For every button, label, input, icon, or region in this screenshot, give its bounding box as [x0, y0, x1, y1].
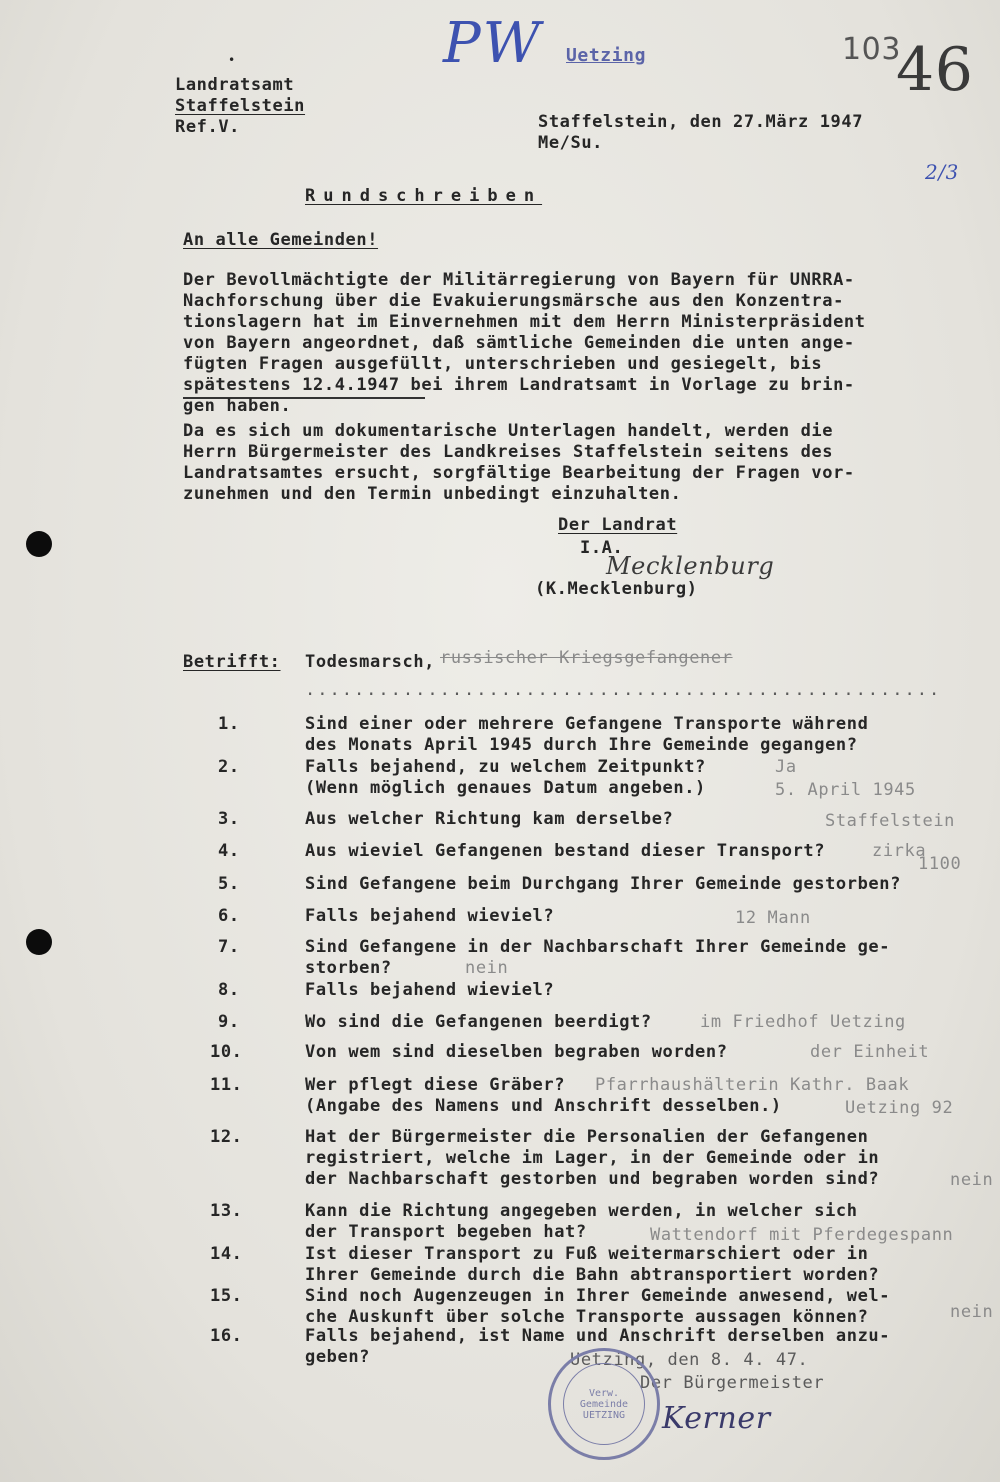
subject-text: Todesmarsch,	[305, 652, 436, 672]
question-text-line: der Transport begeben hat?	[305, 1222, 587, 1242]
question-text-line: Sind Gefangene in der Nachbarschaft Ihrer Gemeinde ge-	[305, 937, 891, 957]
question-text-line: (Angabe des Namens und Anschrift desselben.)	[305, 1096, 782, 1116]
subject-dots: ....................................................	[305, 680, 942, 700]
question-answer: 1100	[918, 854, 962, 874]
body-line-3: tionslagern hat im Einvernehmen mit dem Herrn Ministerpräsident	[183, 312, 866, 332]
circular-title: Rundschreiben	[305, 186, 543, 206]
question-number: 3.	[218, 809, 240, 829]
handwritten-folio: 46	[896, 35, 974, 105]
reference-code: Me/Su.	[538, 133, 604, 153]
question-text-line: storben?	[305, 958, 392, 978]
question-text-line: Aus wieviel Gefangenen bestand dieser Transport?	[305, 841, 826, 861]
question-number: 12.	[210, 1127, 243, 1147]
question-text-line: che Auskunft über solche Transporte aussagen können?	[305, 1307, 869, 1327]
question-answer: nein	[465, 958, 509, 978]
body-line-6: spätestens 12.4.1947 bei ihrem Landratsamt in Vorlage zu brin-	[183, 375, 855, 395]
question-number: 5.	[218, 874, 240, 894]
question-number: 15.	[210, 1286, 243, 1306]
question-answer: Staffelstein	[825, 811, 956, 831]
question-text-line: Falls bejahend wieviel?	[305, 906, 555, 926]
question-text-line: Wo sind die Gefangenen beerdigt?	[305, 1012, 652, 1032]
municipal-seal	[548, 1348, 660, 1460]
body-line-11: zunehmen und den Termin unbedingt einzuhalten.	[183, 484, 682, 504]
question-text-line: registriert, welche im Lager, in der Gemeinde oder in	[305, 1148, 880, 1168]
question-number: 6.	[218, 906, 240, 926]
question-text-line: geben?	[305, 1347, 371, 1367]
signature-name: (K.Mecklenburg)	[535, 579, 698, 599]
question-number: 1.	[218, 714, 240, 734]
signature-scrawl: Mecklenburg	[606, 552, 775, 580]
question-number: 2.	[218, 757, 240, 777]
question-text-line: Sind noch Augenzeugen in Ihrer Gemeinde anwesend, wel-	[305, 1286, 891, 1306]
question-number: 16.	[210, 1326, 243, 1346]
question-text-line: (Wenn möglich genaues Datum angeben.)	[305, 778, 706, 798]
question-number: 13.	[210, 1201, 243, 1221]
question-text-line: des Monats April 1945 durch Ihre Gemeinde gegangen?	[305, 735, 858, 755]
handwritten-initials: PW	[443, 11, 543, 76]
question-text-line: Falls bejahend, ist Name und Anschrift derselben anzu-	[305, 1326, 891, 1346]
footer-signature: Kerner	[662, 1401, 771, 1436]
question-answer: Uetzing 92	[845, 1098, 954, 1118]
body-line-5: fügten Fragen ausgefüllt, unterschrieben und gesiegelt, bis	[183, 354, 823, 374]
question-number: 7.	[218, 937, 240, 957]
question-text-line: Kann die Richtung angegeben werden, in welcher sich	[305, 1201, 858, 1221]
question-number: 11.	[210, 1075, 243, 1095]
question-answer: 12 Mann	[735, 908, 811, 928]
question-answer: nein	[950, 1170, 994, 1190]
question-number: 8.	[218, 980, 240, 1000]
question-text-line: Sind Gefangene beim Durchgang Ihrer Gemeinde gestorben?	[305, 874, 901, 894]
question-text-line: Ihrer Gemeinde durch die Bahn abtransportiert worden?	[305, 1265, 880, 1285]
footer-place-date: Uetzing, den 8. 4. 47.	[570, 1350, 809, 1370]
office-location: Staffelstein	[175, 96, 306, 116]
seal-text: Verw. Gemeinde UETZING	[579, 1387, 629, 1421]
question-text-line: Wer pflegt diese Gräber?	[305, 1075, 566, 1095]
punch-hole-upper	[26, 531, 52, 557]
question-number: 9.	[218, 1012, 240, 1032]
archive-number: 103	[842, 32, 902, 67]
question-answer: im Friedhof Uetzing	[700, 1012, 906, 1032]
question-answer: nein	[950, 1302, 994, 1322]
question-number: 4.	[218, 841, 240, 861]
body-line-2: Nachforschung über die Evakuierungsmärsche aus den Konzentra-	[183, 291, 844, 311]
question-answer: Pfarrhaushälterin Kathr. Baak	[595, 1075, 910, 1095]
question-text-line: Falls bejahend, zu welchem Zeitpunkt?	[305, 757, 706, 777]
signature-title: Der Landrat	[558, 515, 678, 535]
question-text-line: der Nachbarschaft gestorben und begraben worden sind?	[305, 1169, 880, 1189]
office-name: Landratsamt	[175, 75, 295, 95]
question-text-line: Ist dieser Transport zu Fuß weitermarschiert oder in	[305, 1244, 869, 1264]
question-text-line: Sind einer oder mehrere Gefangene Transporte während	[305, 714, 869, 734]
question-text-line: Hat der Bürgermeister die Personalien der Gefangenen	[305, 1127, 869, 1147]
body-line-10: Landratsamtes ersucht, sorgfältige Bearbeitung der Fragen vor-	[183, 463, 855, 483]
addressee: An alle Gemeinden!	[183, 230, 379, 250]
question-answer: 5. April 1945	[775, 780, 916, 800]
body-line-8: Da es sich um dokumentarische Unterlagen handelt, werden die	[183, 421, 834, 441]
question-answer: Ja	[775, 757, 797, 777]
place-date: Staffelstein, den 27.März 1947	[538, 112, 864, 132]
subject-label: Betrifft:	[183, 652, 281, 672]
question-answer: zirka	[872, 841, 927, 861]
footer-role: Der Bürgermeister	[640, 1373, 825, 1393]
question-answer: der Einheit	[810, 1042, 930, 1062]
office-department: Ref.V.	[175, 117, 241, 137]
signature-ia: I.A.	[580, 538, 624, 558]
bullet-mark: •	[228, 53, 236, 67]
question-number: 14.	[210, 1244, 243, 1264]
question-answer: Wattendorf mit Pferdegespann	[650, 1225, 954, 1245]
top-stamp: Uetzing	[566, 45, 647, 66]
body-line-9: Herrn Bürgermeister des Landkreises Staffelstein seitens des	[183, 442, 834, 462]
body-line-1: Der Bevollmächtigte der Militärregierung von Bayern für UNRRA-	[183, 270, 855, 290]
body-line-4: von Bayern angeordnet, daß sämtliche Gemeinden die unten ange-	[183, 333, 855, 353]
body-line-7: gen haben.	[183, 396, 292, 416]
question-text-line: Falls bejahend wieviel?	[305, 980, 555, 1000]
question-text-line: Aus welcher Richtung kam derselbe?	[305, 809, 674, 829]
question-number: 10.	[210, 1042, 243, 1062]
page-marker: 2/3	[925, 160, 959, 184]
subject-struck-text: russischer Kriegsgefangener	[440, 648, 733, 668]
punch-hole-lower	[26, 929, 52, 955]
question-text-line: Von wem sind dieselben begraben worden?	[305, 1042, 728, 1062]
